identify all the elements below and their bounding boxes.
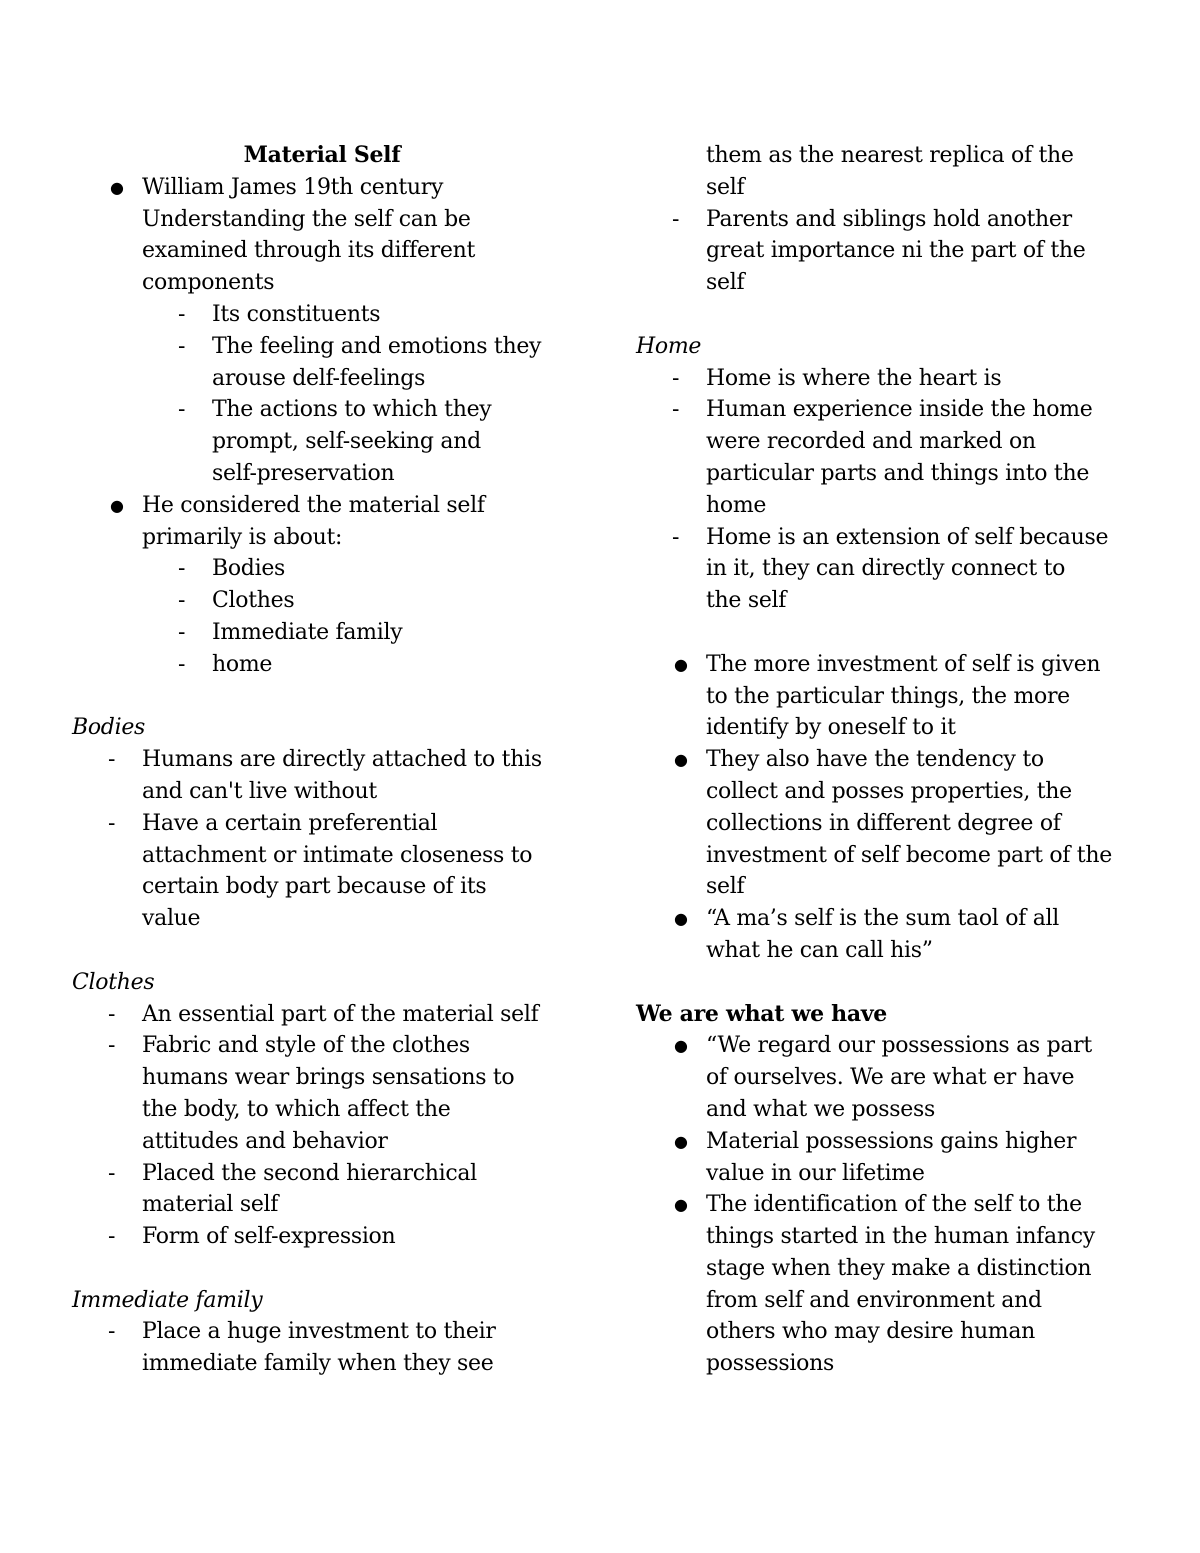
line-text: the self xyxy=(706,588,787,614)
dash-item xyxy=(72,1158,572,1190)
bullet-item xyxy=(636,744,1136,776)
dash-marker: - xyxy=(108,1224,116,1250)
bullet-icon: ● xyxy=(674,909,688,929)
text-line xyxy=(636,935,1136,967)
bullet-item xyxy=(636,649,1136,681)
list-item-text: The actions to which they xyxy=(212,397,492,423)
list-item-text: Place a huge investment to their xyxy=(142,1319,496,1345)
line-text: investment of self become part of the xyxy=(706,842,1112,868)
dash-item xyxy=(72,617,572,649)
text-line xyxy=(72,776,572,808)
dash-item xyxy=(72,553,572,585)
dash-marker: - xyxy=(672,206,680,232)
dash-item xyxy=(72,649,572,681)
dash-marker: - xyxy=(178,397,186,423)
text-line xyxy=(636,712,1136,744)
line-text: attachment or intimate closeness to xyxy=(142,842,533,868)
line-text: to the particular things, the more xyxy=(706,683,1070,709)
text-line xyxy=(636,681,1136,713)
line-text: arouse delf-feelings xyxy=(212,365,426,391)
bullet-icon: ● xyxy=(674,750,688,770)
section-heading xyxy=(72,712,572,744)
line-text: components xyxy=(142,270,275,296)
dash-marker: - xyxy=(178,651,186,677)
text-line xyxy=(72,903,572,935)
dash-item xyxy=(636,363,1136,395)
list-item-text: Bodies xyxy=(212,556,286,582)
line-text: them as the nearest replica of the xyxy=(706,143,1074,168)
dash-marker: - xyxy=(672,397,680,423)
dash-marker: - xyxy=(178,619,186,645)
list-item-text: Parents and siblings hold another xyxy=(706,206,1072,232)
text-line xyxy=(636,1348,1136,1380)
dash-marker: - xyxy=(108,1033,116,1059)
line-text: possessions xyxy=(706,1351,834,1377)
list-item-text: Home is an extension of self because xyxy=(706,524,1109,550)
list-item-text: Its constituents xyxy=(212,301,381,327)
line-text: value xyxy=(142,906,201,932)
dash-marker: - xyxy=(178,333,186,359)
text-line xyxy=(72,235,572,267)
text-line xyxy=(72,363,572,395)
line-text: self-preservation xyxy=(212,460,395,486)
line-text: of ourselves. We are what er have xyxy=(706,1065,1075,1091)
text-line xyxy=(636,172,1136,204)
bullet-item xyxy=(72,172,572,204)
text-line xyxy=(636,1062,1136,1094)
text-line xyxy=(636,1316,1136,1348)
line-text: particular parts and things into the xyxy=(706,460,1090,486)
blank-line xyxy=(72,1253,572,1285)
line-text: and can't live without xyxy=(142,778,377,804)
dash-item xyxy=(72,999,572,1031)
dash-marker: - xyxy=(178,301,186,327)
section-heading xyxy=(72,1285,572,1317)
text-line xyxy=(72,267,572,299)
list-item-text: William James 19th century xyxy=(142,174,444,200)
line-text: certain body part because of its xyxy=(142,874,487,900)
blank-line xyxy=(72,935,572,967)
text-line xyxy=(72,426,572,458)
list-item-text: He considered the material self xyxy=(142,492,485,518)
list-item-text: Humans are directly attached to this xyxy=(142,747,542,773)
bullet-item xyxy=(636,903,1136,935)
text-line xyxy=(636,1158,1136,1190)
section-heading xyxy=(72,967,572,999)
text-line xyxy=(636,235,1136,267)
dash-item xyxy=(72,331,572,363)
text-line xyxy=(636,553,1136,585)
dash-item xyxy=(72,394,572,426)
line-text: material self xyxy=(142,1192,279,1218)
line-text: humans wear brings sensations to xyxy=(142,1065,515,1091)
bullet-icon: ● xyxy=(674,654,688,674)
line-text: attitudes and behavior xyxy=(142,1128,388,1154)
line-text: others who may desire human xyxy=(706,1319,1036,1345)
text-line xyxy=(72,1189,572,1221)
dash-item xyxy=(636,394,1136,426)
bullet-item xyxy=(636,1126,1136,1158)
line-text: examined through its different xyxy=(142,238,476,264)
dash-item xyxy=(72,744,572,776)
list-item-text: Form of self-expression xyxy=(142,1224,396,1250)
line-text: self xyxy=(706,270,745,296)
list-item-text: Material possessions gains higher xyxy=(706,1128,1077,1154)
dash-marker: - xyxy=(108,810,116,836)
text-line xyxy=(636,1221,1136,1253)
line-text: collect and posses properties, the xyxy=(706,778,1072,804)
text-line xyxy=(72,204,572,236)
dash-marker: - xyxy=(108,1160,116,1186)
list-item-text: Home is where the heart is xyxy=(706,365,1002,391)
blank-line xyxy=(72,681,572,713)
heading-text: Clothes xyxy=(72,969,155,995)
text-line xyxy=(72,1348,572,1380)
right-column xyxy=(636,140,1136,1380)
bullet-icon: ● xyxy=(674,1195,688,1215)
text-line xyxy=(636,871,1136,903)
line-text: things started in the human infancy xyxy=(706,1224,1095,1250)
line-text: self xyxy=(706,874,745,900)
text-line xyxy=(72,840,572,872)
line-text: value in our lifetime xyxy=(706,1160,925,1186)
heading-text: Bodies xyxy=(72,715,146,741)
dash-marker: - xyxy=(178,556,186,582)
text-line xyxy=(636,140,1136,172)
list-item-text: An essential part of the material self xyxy=(142,1001,539,1027)
bullet-item xyxy=(72,490,572,522)
text-line xyxy=(636,267,1136,299)
line-text: immediate family when they see xyxy=(142,1351,494,1377)
dash-marker: - xyxy=(672,365,680,391)
heading-text: Immediate family xyxy=(72,1287,263,1313)
left-column xyxy=(72,140,572,1380)
dash-item xyxy=(72,1221,572,1253)
text-line xyxy=(636,808,1136,840)
list-item-text: home xyxy=(212,651,273,677)
text-line xyxy=(72,1094,572,1126)
dash-item xyxy=(72,1316,572,1348)
dash-item xyxy=(72,299,572,331)
text-line xyxy=(636,1253,1136,1285)
text-line xyxy=(636,840,1136,872)
line-text: great importance ni the part of the xyxy=(706,238,1086,264)
heading-text: Home xyxy=(636,333,702,359)
bullet-item xyxy=(636,1189,1136,1221)
text-line xyxy=(636,1285,1136,1317)
line-text: were recorded and marked on xyxy=(706,429,1036,455)
dash-marker: - xyxy=(672,524,680,550)
text-line xyxy=(636,776,1136,808)
line-text: and what we possess xyxy=(706,1096,935,1122)
dash-marker: - xyxy=(108,1001,116,1027)
section-heading xyxy=(636,331,1136,363)
list-item-text: Fabric and style of the clothes xyxy=(142,1033,470,1059)
text-line xyxy=(636,458,1136,490)
section-heading xyxy=(636,999,1136,1031)
bullet-icon: ● xyxy=(674,1131,688,1151)
blank-line xyxy=(636,617,1136,649)
dash-marker: - xyxy=(108,1319,116,1345)
list-item-text: The feeling and emotions they xyxy=(212,333,542,359)
bullet-icon: ● xyxy=(110,177,124,197)
section-title xyxy=(72,140,572,172)
blank-line xyxy=(636,299,1136,331)
dash-marker: - xyxy=(108,747,116,773)
line-text: the body, to which affect the xyxy=(142,1096,451,1122)
dash-item xyxy=(72,808,572,840)
line-text: primarily is about: xyxy=(142,524,343,550)
text-line xyxy=(636,426,1136,458)
list-item-text: Immediate family xyxy=(212,619,403,645)
list-item-text: The identification of the self to the xyxy=(706,1192,1082,1218)
list-item-text: The more investment of self is given xyxy=(706,651,1101,677)
bullet-item xyxy=(636,1030,1136,1062)
list-item-text: Human experience inside the home xyxy=(706,397,1093,423)
list-item-text: “We regard our possessions as part xyxy=(706,1033,1092,1059)
dash-item xyxy=(636,522,1136,554)
line-text: collections in different degree of xyxy=(706,810,1061,836)
line-text: Understanding the self can be xyxy=(142,206,471,232)
line-text: self xyxy=(706,174,745,200)
line-text: from self and environment and xyxy=(706,1287,1042,1313)
line-text: prompt, self-seeking and xyxy=(212,429,481,455)
text-line xyxy=(636,490,1136,522)
text-line xyxy=(636,585,1136,617)
blank-line xyxy=(636,967,1136,999)
line-text: home xyxy=(706,492,767,518)
list-item-text: Clothes xyxy=(212,588,295,614)
text-line xyxy=(72,1126,572,1158)
dash-marker: - xyxy=(178,588,186,614)
line-text: identify by oneself to it xyxy=(706,715,956,741)
line-text: what he can call his” xyxy=(706,937,933,963)
text-line xyxy=(72,458,572,490)
bullet-icon: ● xyxy=(110,495,124,515)
heading-text: We are what we have xyxy=(636,1000,888,1027)
text-line xyxy=(72,871,572,903)
text-line xyxy=(72,1062,572,1094)
line-text: in it, they can directly connect to xyxy=(706,556,1066,582)
dash-item xyxy=(636,204,1136,236)
dash-item xyxy=(72,1030,572,1062)
list-item-text: “A ma’s self is the sum taol of all xyxy=(706,906,1059,932)
list-item-text: Placed the second hierarchical xyxy=(142,1160,477,1186)
line-text: stage when they make a distinction xyxy=(706,1255,1092,1281)
list-item-text: Have a certain preferential xyxy=(142,810,438,836)
text-line xyxy=(636,1094,1136,1126)
text-line xyxy=(72,522,572,554)
bullet-icon: ● xyxy=(674,1036,688,1056)
list-item-text: They also have the tendency to xyxy=(706,747,1044,773)
dash-item xyxy=(72,585,572,617)
title-text: Material Self xyxy=(243,142,401,168)
